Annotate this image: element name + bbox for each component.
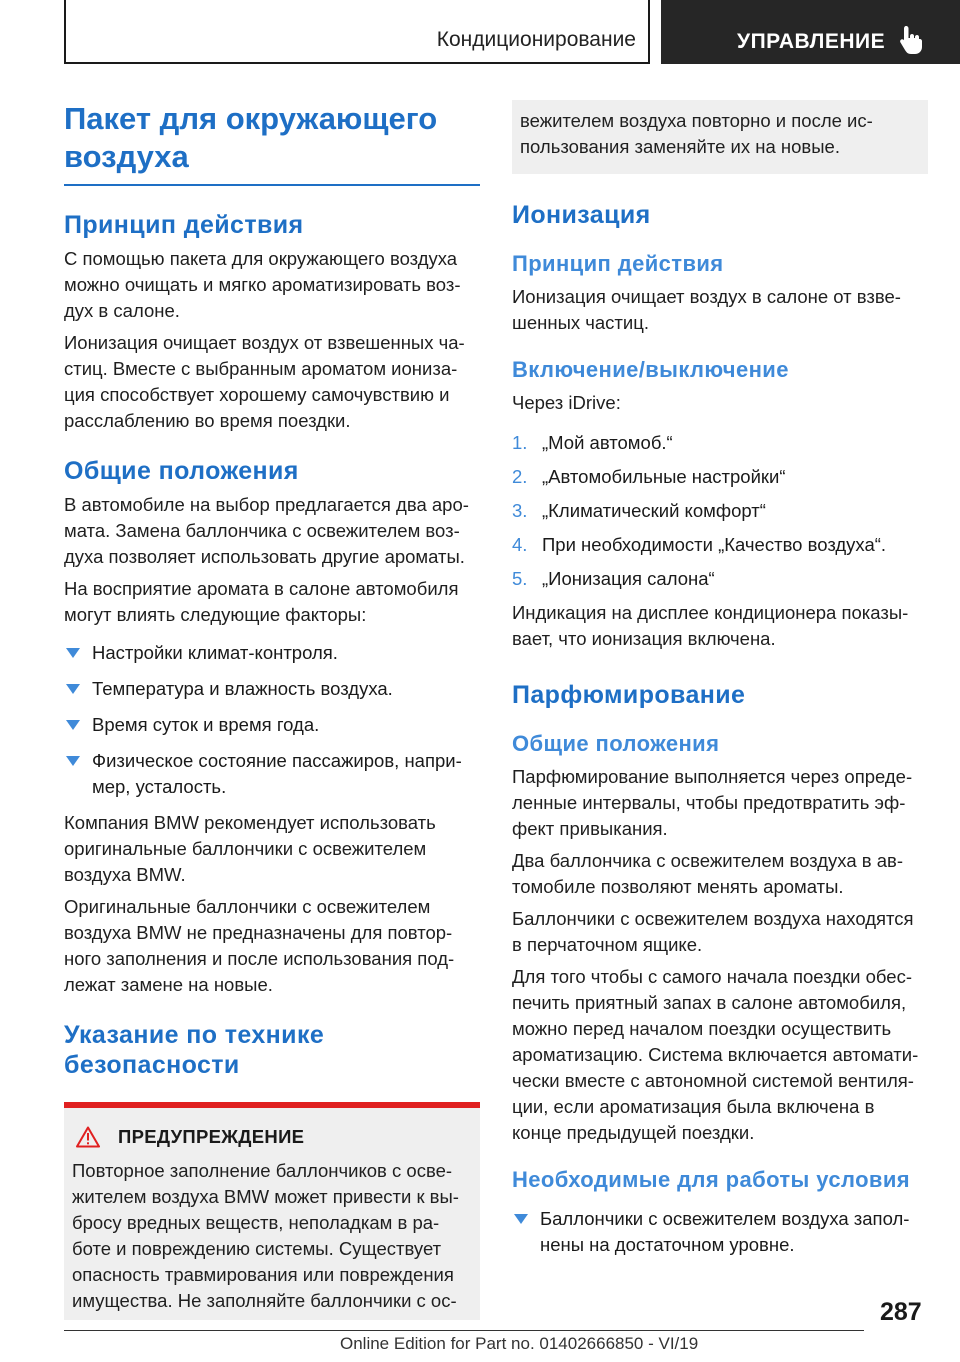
header-section-title: Кондиционирование [436, 28, 636, 51]
bullet-triangle-icon [66, 648, 80, 658]
factor-list [64, 640, 480, 800]
paragraph: В автомобиле на выбор предлагается два аро-мата. Замена баллончика с освежителем воз-духа позволяет использовать другие ароматы. [64, 494, 469, 567]
step-text: „Климатический комфорт“ [542, 500, 766, 521]
step-number: 3. [512, 500, 528, 521]
page-number: 287 [880, 1298, 922, 1326]
footer-edition [340, 1334, 698, 1354]
list-item [512, 566, 928, 592]
header-rule-bottom [64, 62, 650, 64]
heading-principle: Принцип действия [64, 211, 304, 239]
left-column [64, 100, 480, 1320]
warning-text: Повторное заполнение баллончиков с осве-жителем воздуха BMW может привести к вы-бросу вредных веществ, неполадкам в ра-боте и повреждению системы. Существует опасность травмирования или повреждения имущества. Не заполняйте баллончики с ос- [72, 1160, 459, 1311]
heading-general: Общие положения [64, 457, 299, 485]
step-number: 1. [512, 432, 528, 453]
paragraph: Компания BMW рекомендует использовать оригинальные баллончики с освежителем воздуха BMW. [64, 812, 436, 885]
paragraph: Индикация на дисплее кондиционера показы-вает, что ионизация включена. [512, 602, 909, 649]
warning-box-continuation [512, 100, 928, 174]
heading-perfume-general: Общие положения [512, 731, 720, 756]
list-item [512, 532, 928, 558]
edition-text: Online Edition for Part no. 01402666850 - VI/19 [340, 1334, 699, 1353]
step-text: „Автомобильные настройки“ [542, 466, 786, 487]
paragraph: Через iDrive: [512, 392, 621, 413]
heading-perfume: Парфюмирование [512, 681, 746, 709]
warning-triangle-icon [76, 1126, 100, 1148]
warning-header [72, 1126, 472, 1148]
paragraph: Для того чтобы с самого начала поездки обес-печить приятный запах в салоне автомобиля, можно перед началом поездки осуществить ароматизацию. Система включается автомати-чески вместе с автономной системой вентиля-ции, если ароматизация была включена в конце предыдущей поездки. [512, 966, 919, 1143]
step-number: 5. [512, 568, 528, 589]
hand-pointer-icon [897, 24, 927, 56]
chapter-tab-label: УПРАВЛЕНИЕ [737, 30, 886, 53]
paragraph: Парфюмирование выполняется через опреде-ленные интервалы, чтобы предотвратить эф-фект привыкания. [512, 766, 913, 839]
list-item [512, 430, 928, 456]
page-title: Пакет для окружающего воздуха [64, 101, 438, 174]
heading-ionization: Ионизация [512, 201, 651, 229]
warning-box [64, 1102, 480, 1320]
heading-ion-principle: Принцип действия [512, 251, 724, 276]
footer-rule [64, 1330, 864, 1331]
paragraph: Два баллончика с освежителем воздуха в ав-томобиле позволяют менять ароматы. [512, 850, 904, 897]
list-item: Температура и влажность воздуха. [64, 676, 480, 702]
warning-label: ПРЕДУПРЕЖДЕНИЕ [118, 1126, 305, 1147]
bullet-triangle-icon [514, 1214, 528, 1224]
list-item: Физическое состояние пассажиров, напри-мер, усталость. [64, 748, 480, 800]
paragraph: Ионизация очищает воздух в салоне от взве-шенных частиц. [512, 286, 901, 333]
warning-text-continued: вежителем воздуха повторно и после ис-пользования заменяйте их на новые. [520, 110, 873, 157]
heading-on-off: Включение/выключение [512, 357, 789, 382]
step-text: При необходимости „Качество воздуха“. [542, 534, 887, 555]
bullet-triangle-icon [66, 684, 80, 694]
paragraph: С помощью пакета для окружающего воздуха можно очищать и мягко ароматизировать воз-дух в салоне. [64, 248, 461, 321]
requirements-list [512, 1206, 928, 1258]
title-underline [64, 184, 480, 186]
list-item [512, 498, 928, 524]
bullet-triangle-icon [66, 756, 80, 766]
paragraph: Баллончики с освежителем воздуха находятся в перчаточном ящике. [512, 908, 914, 955]
paragraph: Ионизация очищает воздух от взвешенных ча-стиц. Вместе с выбранным ароматом иониза-ция способствует хорошему самочувствию и расслаблению во время поездки. [64, 332, 465, 431]
idrive-steps [512, 430, 928, 592]
step-number: 2. [512, 466, 528, 487]
heading-safety: Указание по технике безопасности [64, 1021, 325, 1079]
list-item [512, 464, 928, 490]
step-text: „Ионизация салона“ [542, 568, 715, 589]
header-rule-right [648, 0, 650, 64]
bullet-triangle-icon [66, 720, 80, 730]
right-column [512, 100, 928, 1268]
list-item: Баллончики с освежителем воздуха запол-нены на достаточном уровне. [512, 1206, 928, 1258]
heading-requirements: Необходимые для работы условия [512, 1167, 910, 1192]
paragraph: На восприятие аромата в салоне автомобиля могут влиять следующие факторы: [64, 578, 459, 625]
header-chapter-tab[interactable] [661, 0, 960, 64]
list-item: Время суток и время года. [64, 712, 480, 738]
step-text: „Мой автомоб.“ [542, 432, 673, 453]
step-number: 4. [512, 534, 528, 555]
paragraph: Оригинальные баллончики с освежителем воздуха BMW не предназначены для повтор-ного заполнения и после использования под-лежат замене на новые. [64, 896, 455, 995]
list-item: Настройки климат-контроля. [64, 640, 480, 666]
